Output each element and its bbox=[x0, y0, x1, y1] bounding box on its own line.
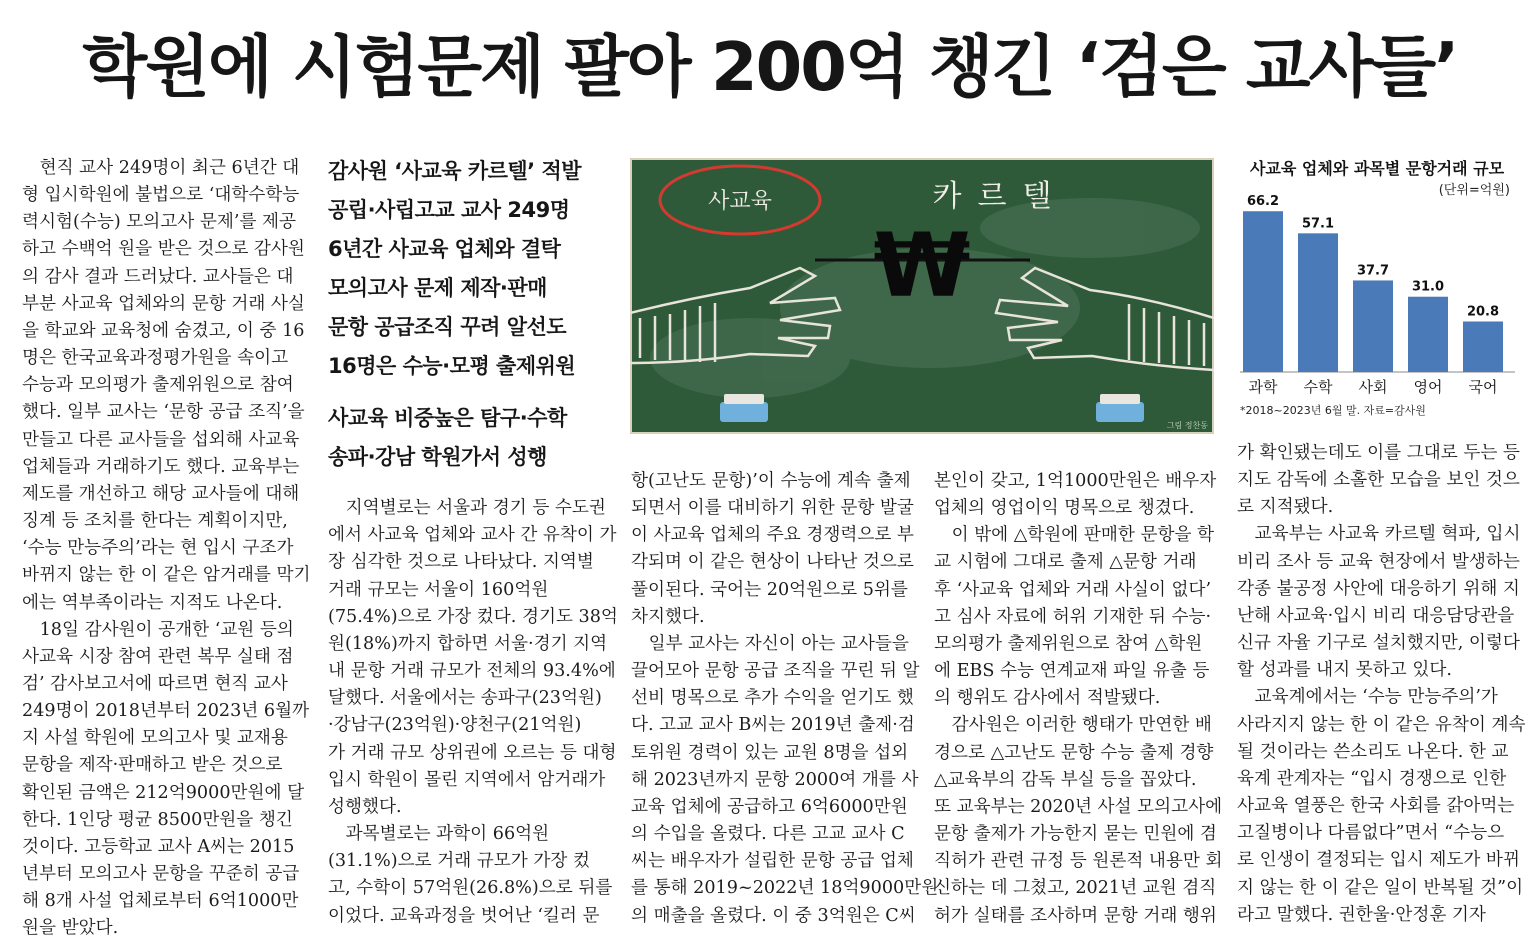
text-line: 각종 불공정 사안에 대응하기 위해 지 bbox=[1237, 578, 1520, 599]
text-line: 고, 수학이 57억원(26.8%)으로 뒤를 bbox=[328, 878, 613, 899]
text-line: 성행했다. bbox=[328, 796, 402, 817]
text-line: 249명이 2018년부터 2023년 6월까 bbox=[22, 701, 310, 722]
text-line: 고질병이나 다름없다”면서 “수능으 bbox=[1237, 823, 1505, 844]
text-line: 교육 업체에 공급하고 6억6000만원 bbox=[631, 796, 908, 817]
text-line: 해 2023년까지 문항 2000여 개를 사 bbox=[631, 769, 919, 790]
text-line: 원을 받았다. bbox=[22, 918, 119, 939]
bar-value-label: 31.0 bbox=[1411, 279, 1445, 295]
bar-value-label: 57.1 bbox=[1301, 216, 1335, 232]
text-line: 지역별로는 서울과 경기 등 수도권 bbox=[328, 498, 606, 519]
text-line: 로 지적됐다. bbox=[1237, 497, 1334, 518]
subheadline-line bbox=[328, 386, 618, 399]
category-label: 국어 bbox=[1468, 378, 1498, 396]
text-line: 허가 실태를 조사하며 문항 거래 행위 bbox=[934, 905, 1217, 926]
text-line: 가 거래 규모 상위권에 오르는 등 대형 bbox=[328, 742, 617, 763]
text-line: 되면서 이를 대비하기 위한 문항 발굴 bbox=[631, 498, 914, 519]
text-line: 해 8개 사설 업체로부터 6억1000만 bbox=[22, 891, 299, 912]
category-label: 수학 bbox=[1303, 378, 1333, 396]
text-line: 만들고 다른 교사들을 섭외해 사교육 bbox=[22, 429, 300, 450]
text-line: 육계 관계자는 “입시 경쟁으로 인한 bbox=[1237, 768, 1507, 789]
text-line: 입시 학원이 몰린 지역에서 암거래가 bbox=[328, 769, 606, 790]
subheadline-line: 16명은 수능·모평 출제위원 bbox=[328, 354, 576, 378]
text-line: 직허가 관련 규정 등 원론적 내용만 회 bbox=[934, 851, 1223, 872]
illustration-credit: 그림 정찬동 bbox=[1166, 421, 1208, 430]
text-line: 후 ‘사교육 업체와 거래 사실이 없다’ bbox=[934, 579, 1212, 600]
text-line: 다. 고교 교사 B씨는 2019년 출제·검 bbox=[631, 715, 915, 736]
subheadline-line: 공립·사립고교 교사 249명 bbox=[328, 198, 570, 222]
text-line: 현직 교사 249명이 최근 6년간 대 bbox=[22, 158, 300, 178]
text-line: (31.1%)으로 거래 규모가 가장 컸 bbox=[328, 851, 590, 872]
bar-value-label: 37.7 bbox=[1356, 263, 1390, 279]
text-line: 한다. 1인당 평균 8500만원을 챙긴 bbox=[22, 809, 293, 830]
text-line bbox=[328, 468, 610, 495]
bar-사회 bbox=[1353, 280, 1393, 372]
subheadline-block bbox=[328, 152, 618, 477]
text-line: 차지했다. bbox=[631, 606, 705, 627]
text-line: ·강남구(23억원)·양천구(21억원) bbox=[328, 715, 582, 736]
subheadline-line: 송파·강남 학원가서 성행 bbox=[328, 445, 547, 469]
chart-source: *2018~2023년 6월 말. 자료=감사원 bbox=[1240, 404, 1426, 417]
text-line: 지 사설 학원에 모의고사 및 교재용 bbox=[22, 728, 288, 749]
text-line: 라고 말했다. 권한울·안정훈 기자 bbox=[1237, 904, 1486, 925]
bar-과학 bbox=[1243, 211, 1283, 372]
text-line: 년부터 모의고사 문항을 꾸준히 공급 bbox=[22, 864, 300, 885]
text-line: 바뀌지 않는 한 이 같은 암거래를 막기 bbox=[22, 565, 311, 586]
text-line: 하고 수백억 원을 받은 것으로 감사원 bbox=[22, 239, 305, 260]
text-line: 감사원은 이러한 행태가 만연한 배 bbox=[934, 715, 1212, 736]
text-line: 문항 출제가 가능한지 묻는 민원에 겸 bbox=[934, 824, 1217, 845]
category-label: 영어 bbox=[1413, 378, 1443, 396]
text-line: 사교육 열풍은 한국 사회를 갉아먹는 bbox=[1237, 796, 1515, 817]
bar-value-label: 66.2 bbox=[1246, 194, 1280, 210]
text-line: 에는 역부족이라는 지적도 나온다. bbox=[22, 592, 283, 613]
subheadline-line: 모의고사 문제 제작·판매 bbox=[328, 276, 547, 300]
won-symbol: ₩ bbox=[873, 214, 971, 317]
category-label: 과학 bbox=[1248, 378, 1278, 396]
text-line: 경으로 △고난도 문항 수능 출제 경향 bbox=[934, 742, 1214, 763]
text-line: 신하는 데 그쳤고, 2021년 교원 겸직 bbox=[934, 878, 1217, 899]
text-line: 토위원 경력이 있는 교원 8명을 섭외 bbox=[631, 742, 909, 763]
text-line: 수능과 모의평가 출제위원으로 참여 bbox=[22, 375, 294, 396]
chart-title: 사교육 업체와 과목별 문항거래 규모 bbox=[1249, 159, 1505, 178]
text-line: 업체의 영업이익 명목으로 챙겼다. bbox=[934, 498, 1195, 519]
text-line: 명은 한국교육과정평가원을 속이고 bbox=[22, 348, 289, 369]
body-column-2 bbox=[328, 468, 618, 930]
text-line: 난해 사교육·입시 비리 대응담당관을 bbox=[1237, 605, 1515, 626]
text-line: 업체들과 거래하기도 했다. 교육부는 bbox=[22, 456, 300, 477]
illustration-left-word: 사교육 bbox=[708, 189, 772, 214]
text-line: 달했다. 서울에서는 송파구(23억원) bbox=[328, 688, 602, 709]
text-line: 장 심각한 것으로 나타났다. 지역별 bbox=[328, 552, 594, 573]
text-line: 또 교육부는 2020년 사설 모의고사에 bbox=[934, 796, 1223, 817]
text-line: 에서 사교육 업체와 교사 간 유착이 가 bbox=[328, 525, 617, 546]
right-eraser-icon bbox=[1096, 394, 1144, 422]
text-line: 항(고난도 문항)’이 수능에 계속 출제 bbox=[631, 471, 911, 491]
bar-value-label: 20.8 bbox=[1466, 304, 1500, 320]
text-line: 의 행위도 감사에서 적발됐다. bbox=[934, 688, 1161, 709]
text-line: 을 학교와 교육청에 숨겼고, 이 중 16 bbox=[22, 320, 305, 341]
text-line: 고 심사 자료에 허위 기재한 뒤 수능· bbox=[934, 606, 1212, 627]
text-line: 형 입시학원에 불법으로 ‘대학수학능 bbox=[22, 185, 300, 206]
text-line: 것이다. 고등학교 교사 A씨는 2015 bbox=[22, 836, 295, 857]
text-line: 가 확인됐는데도 이를 그대로 두는 등 bbox=[1237, 443, 1520, 463]
text-line: 이 사교육 업체의 주요 경쟁력으로 부 bbox=[631, 525, 914, 546]
headline: 학원에 시험문제 팔아 200억 챙긴 ‘검은 교사들’ bbox=[82, 28, 1458, 106]
text-line: 원(18%)까지 합하면 서울·경기 지역 bbox=[328, 633, 608, 654]
subject-trade-bar-chart bbox=[1235, 152, 1520, 422]
bar-국어 bbox=[1463, 321, 1503, 372]
subheadline-line: 6년간 사교육 업체와 결탁 bbox=[328, 237, 561, 261]
text-line: 신규 자율 기구로 설치했지만, 이렇다 bbox=[1237, 633, 1520, 654]
body-column-4 bbox=[934, 468, 1223, 930]
text-line: 이었다. 교육과정을 벗어난 ‘킬러 문 bbox=[328, 905, 600, 926]
text-line: 모의평가 출제위원으로 참여 △학원 bbox=[934, 633, 1203, 654]
left-eraser-icon bbox=[720, 394, 768, 422]
text-line: 문항을 제작·판매하고 받은 것으로 bbox=[22, 755, 283, 776]
text-line: 각되며 이 같은 현상이 나타난 것으로 bbox=[631, 552, 914, 573]
text-line: 검’ 감사보고서에 따르면 현직 교사 bbox=[22, 673, 288, 694]
illustration-right-word: 카르텔 bbox=[932, 179, 1068, 214]
subheadline-line: 사교육 비중높은 탐구·수학 bbox=[328, 406, 567, 430]
text-line: 될 것이라는 쓴소리도 나온다. 한 교 bbox=[1237, 741, 1509, 762]
text-line: 일부 교사는 자신이 아는 교사들을 bbox=[631, 633, 909, 654]
text-line: 비리 조사 등 교육 현장에서 발생하는 bbox=[1237, 551, 1520, 572]
text-line: 부분 사교육 업체와의 문항 거래 사실 bbox=[22, 293, 305, 314]
text-line: 내 문항 거래 규모가 전체의 93.4%에 bbox=[328, 661, 616, 682]
text-line: 의 감사 결과 드러났다. 교사들은 대 bbox=[22, 266, 294, 287]
text-line: 18일 감사원이 공개한 ‘교원 등의 bbox=[22, 619, 294, 640]
cartel-illustration bbox=[630, 158, 1214, 434]
text-line: 지도 감독에 소홀한 모습을 보인 것으 bbox=[1237, 470, 1520, 491]
text-line: 선비 명목으로 추가 수익을 얻기도 했 bbox=[631, 688, 914, 709]
category-label: 사회 bbox=[1358, 378, 1388, 396]
chart-unit-note: (단위=억원) bbox=[1438, 183, 1510, 198]
text-line: (75.4%)으로 가장 컸다. 경기도 38억 bbox=[328, 606, 618, 627]
text-line: 징계 등 조치를 한다는 계획이지만, bbox=[22, 511, 288, 532]
bar-영어 bbox=[1408, 297, 1448, 372]
body-column-3 bbox=[631, 468, 939, 930]
text-line: 지 않는 한 이 같은 일이 반복될 것”이 bbox=[1237, 877, 1524, 898]
text-line: 할 성과를 내지 못하고 있다. bbox=[1237, 660, 1452, 681]
text-line: 제도를 개선하고 해당 교사들에 대해 bbox=[22, 483, 300, 504]
text-line: 교육계에서는 ‘수능 만능주의’가 bbox=[1237, 687, 1498, 708]
text-line: 에 EBS 수능 연계교재 파일 유출 등 bbox=[934, 661, 1210, 682]
text-line: 이 밖에 △학원에 판매한 문항을 학 bbox=[934, 525, 1215, 546]
text-line: 의 매출을 올렸다. 이 중 3억원은 C씨 bbox=[631, 905, 916, 926]
body-column-1 bbox=[22, 155, 310, 943]
text-line: 를 통해 2019~2022년 18억9000만원 bbox=[631, 878, 939, 899]
subheadline-line: 감사원 ‘사교육 카르텔’ 적발 bbox=[328, 159, 582, 183]
text-line: 교 시험에 그대로 출제 △문항 거래 bbox=[934, 552, 1197, 573]
body-column-5 bbox=[1237, 440, 1526, 929]
text-line: 본인이 갖고, 1억1000만원은 배우자 bbox=[934, 471, 1217, 491]
text-line: 사교육 시장 참여 관련 복무 실태 점 bbox=[22, 646, 294, 667]
text-line: 의 수입을 올렸다. 다른 고교 교사 C bbox=[631, 824, 905, 845]
subheadline-line: 문항 공급조직 꾸려 알선도 bbox=[328, 315, 567, 339]
text-line: 풀이된다. 국어는 20억원으로 5위를 bbox=[631, 579, 908, 600]
text-line: ‘수능 만능주의’라는 현 입시 구조가 bbox=[22, 538, 294, 559]
bar-수학 bbox=[1298, 233, 1338, 372]
text-line: 사라지지 않는 한 이 같은 유착이 계속 bbox=[1237, 714, 1526, 735]
text-line: 과목별로는 과학이 66억원 bbox=[328, 824, 550, 845]
text-line: 교육부는 사교육 카르텔 혁파, 입시 bbox=[1237, 524, 1521, 545]
text-line: 로 인생이 결정되는 입시 제도가 바뀌 bbox=[1237, 850, 1520, 871]
text-line: 확인된 금액은 212억9000만원에 달 bbox=[22, 782, 305, 803]
text-line: △교육부의 감독 부실 등을 꼽았다. bbox=[934, 769, 1197, 790]
text-line: 했다. 일부 교사는 ‘문항 공급 조직’을 bbox=[22, 402, 305, 423]
text-line: 끌어모아 문항 공급 조직을 꾸린 뒤 알 bbox=[631, 661, 920, 682]
text-line: 씨는 배우자가 설립한 문항 공급 업체 bbox=[631, 851, 914, 872]
text-line: 거래 규모는 서울이 160억원 bbox=[328, 579, 549, 600]
text-line: 력시험(수능) 모의고사 문제’를 제공 bbox=[22, 212, 297, 233]
